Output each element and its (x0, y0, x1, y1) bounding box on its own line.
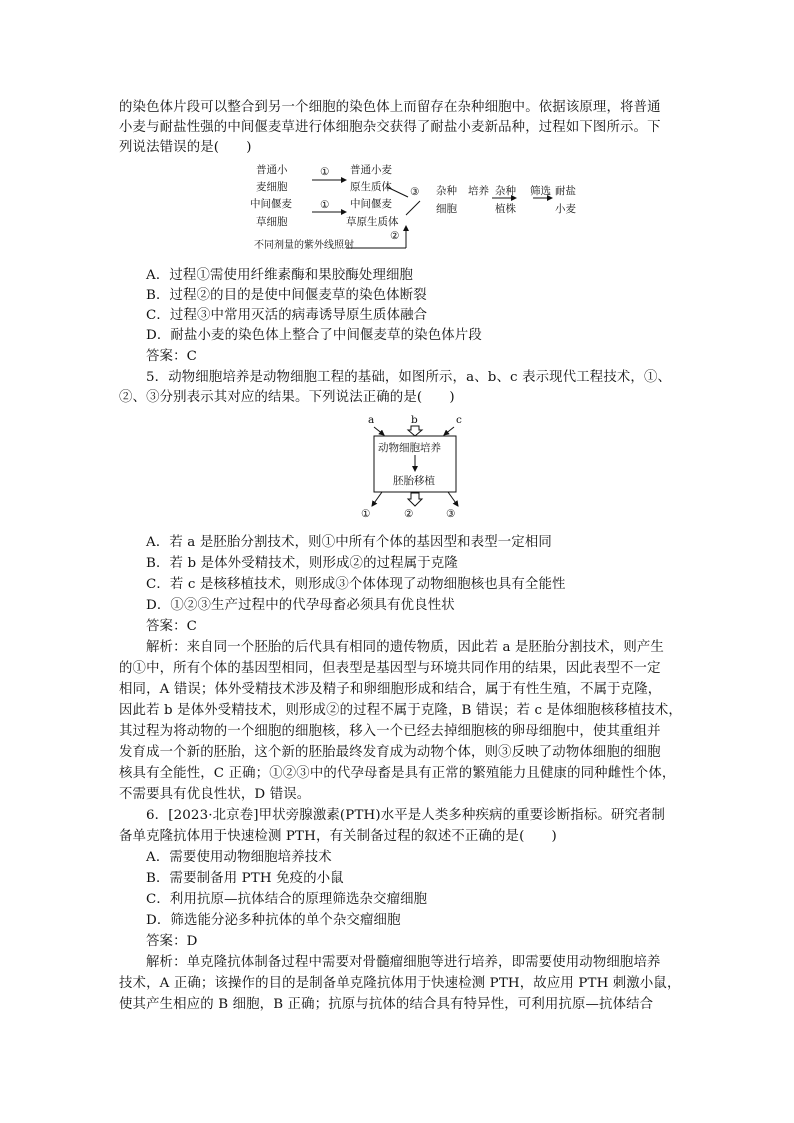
hybrid-cell-label-1: 杂种 (436, 185, 457, 197)
question-6: 6．[2023·北京卷]甲状旁腺激素(PTH)水平是人类多种疾病的重要诊断指标。研究者制 (146, 808, 666, 823)
outcome-3: ③ (446, 508, 456, 520)
uv-label: 不同剂量的紫外线照射 (254, 240, 354, 251)
option-c: C．过程③中常用灭活的病毒诱导原生质体融合 (146, 308, 428, 323)
text-line: 小麦与耐盐性强的中间偃麦草进行体细胞杂交获得了耐盐小麦新品种，过程如下图所示。下 (119, 120, 661, 135)
arrow-c (444, 427, 454, 435)
arrow-out-1 (372, 492, 382, 506)
answer: 答案：D (146, 934, 198, 949)
grass-protoplast-label-1: 中间偃麦 (350, 198, 392, 210)
arrow-out-3 (448, 492, 458, 506)
step3-label: ③ (410, 186, 420, 198)
step2-label: ② (390, 230, 400, 242)
text-line: 技术，A 正确；该操作的目的是制备单克隆抗体用于快速检测 PTH，故应用 PTH 刺激小鼠， (119, 976, 681, 991)
outcome-1: ① (361, 508, 371, 520)
step1-label-top: ① (320, 166, 330, 178)
screen-label: 筛选 (530, 185, 551, 197)
label-c: c (456, 414, 462, 426)
grass-cell-label-2: 草细胞 (256, 216, 288, 228)
option-a: A．若 a 是胚胎分割技术，则①中所有个体的基因型和表型一定相同 (146, 535, 552, 550)
text-line: 相同，A 错误；体外受精技术涉及精子和卵细胞形成和结合，属于有性生殖，不属于克隆， (119, 682, 662, 697)
text-line: 的染色体片段可以整合到另一个细胞的染色体上而留存在杂种细胞中。依据该原理，将普通 (119, 100, 661, 115)
option-d: D．①②③生产过程中的代孕母畜必须具有优良性状 (146, 598, 455, 613)
text-line: 备单克隆抗体用于快速检测 PTH，有关制备过程的叙述不正确的是( ) (119, 829, 557, 844)
result-label-1: 耐盐 (555, 185, 576, 197)
wheat-cell-label-1: 普通小 (256, 164, 288, 176)
answer: 答案：C (146, 349, 198, 364)
hybrid-plant-label-1: 杂种 (495, 185, 516, 197)
culture-label: 培养 (468, 185, 489, 197)
box-label-culture: 动物细胞培养 (378, 442, 441, 454)
explanation: 解析：来自同一个胚胎的后代具有相同的遗传物质，因此若 a 是胚胎分割技术，则产生 (146, 640, 664, 655)
result-label-2: 小麦 (555, 203, 576, 215)
outcome-2: ② (404, 508, 414, 520)
option-b: B．过程②的目的是使中间偃麦草的染色体断裂 (146, 288, 427, 303)
text-line: 使其产生相应的 B 细胞，B 正确；抗原与抗体的结合具有特异性，可利用抗原—抗体结合 (119, 997, 654, 1012)
explanation: 解析：单克隆抗体制备过程中需要对骨髓瘤细胞等进行培养，即需要使用动物细胞培养 (146, 955, 661, 970)
label-b: b (411, 414, 418, 426)
wheat-protoplast-label-1: 普通小麦 (350, 164, 392, 176)
option-b: B．需要制备用 PTH 免疫的小鼠 (146, 871, 344, 886)
text-line: 因此若 b 是体外受精技术，则形成②的过程不属于克隆，B 错误；若 c 是体细胞核移植技术， (119, 703, 682, 718)
hybridization-diagram (250, 160, 590, 260)
wheat-protoplast-label-2: 原生质体 (350, 181, 392, 193)
option-d: D．筛选能分泌多种抗体的单个杂交瘤细胞 (146, 913, 401, 928)
label-a: a (368, 414, 375, 426)
text-line: 核具有全能性，C 正确；①②③中的代孕母畜是具有正常的繁殖能力且健康的同种雌性个体， (119, 766, 676, 781)
option-c: C．利用抗原—抗体结合的原理筛选杂交瘤细胞 (146, 892, 428, 907)
option-c: C．若 c 是核移植技术，则形成③个体体现了动物细胞核也具有全能性 (146, 577, 566, 592)
option-a: A．需要使用动物细胞培养技术 (146, 850, 332, 865)
hybrid-plant-label-2: 植株 (495, 203, 516, 215)
text-line: 列说法错误的是( ) (119, 140, 252, 155)
option-b: B．若 b 是体外受精技术，则形成②的过程属于克隆 (146, 556, 458, 571)
question-5: 5．动物细胞培养是动物细胞工程的基础，如图所示，a、b、c 表示现代工程技术，①、 (146, 370, 672, 385)
arrow-a (374, 427, 384, 435)
arrow-out-2 (408, 493, 422, 506)
text-line: 发育成一个新的胚胎，这个新的胚胎最终发育成为动物个体，则③反映了动物体细胞的细胞 (119, 745, 661, 760)
text-line: 不需要具有优良性状，D 错误。 (119, 787, 311, 802)
answer: 答案：C (146, 619, 198, 634)
arrow-merge-bottom (406, 201, 420, 215)
arrow-b (408, 426, 422, 436)
text-line: ②、③分别表示其对应的结果。下列说法正确的是( ) (119, 390, 455, 405)
cell-culture-diagram (360, 416, 470, 526)
hybrid-cell-label-2: 细胞 (436, 203, 457, 215)
step1-label-bottom: ① (320, 199, 330, 211)
box-label-transfer: 胚胎移植 (393, 475, 435, 487)
wheat-cell-label-2: 麦细胞 (256, 181, 288, 193)
grass-cell-label-1: 中间偃麦 (250, 198, 292, 210)
text-line: 其过程为将动物的一个细胞的细胞核，移入一个已经去掉细胞核的卵母细胞中，使其重组并 (119, 724, 661, 739)
text-line: 的①中，所有个体的基因型相同，但表型是基因型与环境共同作用的结果，因此表型不一定 (119, 661, 661, 676)
grass-protoplast-label-2: 草原生质体 (346, 216, 399, 228)
option-a: A．过程①需使用纤维素酶和果胶酶处理细胞 (146, 268, 414, 283)
option-d: D．耐盐小麦的染色体上整合了中间偃麦草的染色体片段 (146, 328, 482, 343)
